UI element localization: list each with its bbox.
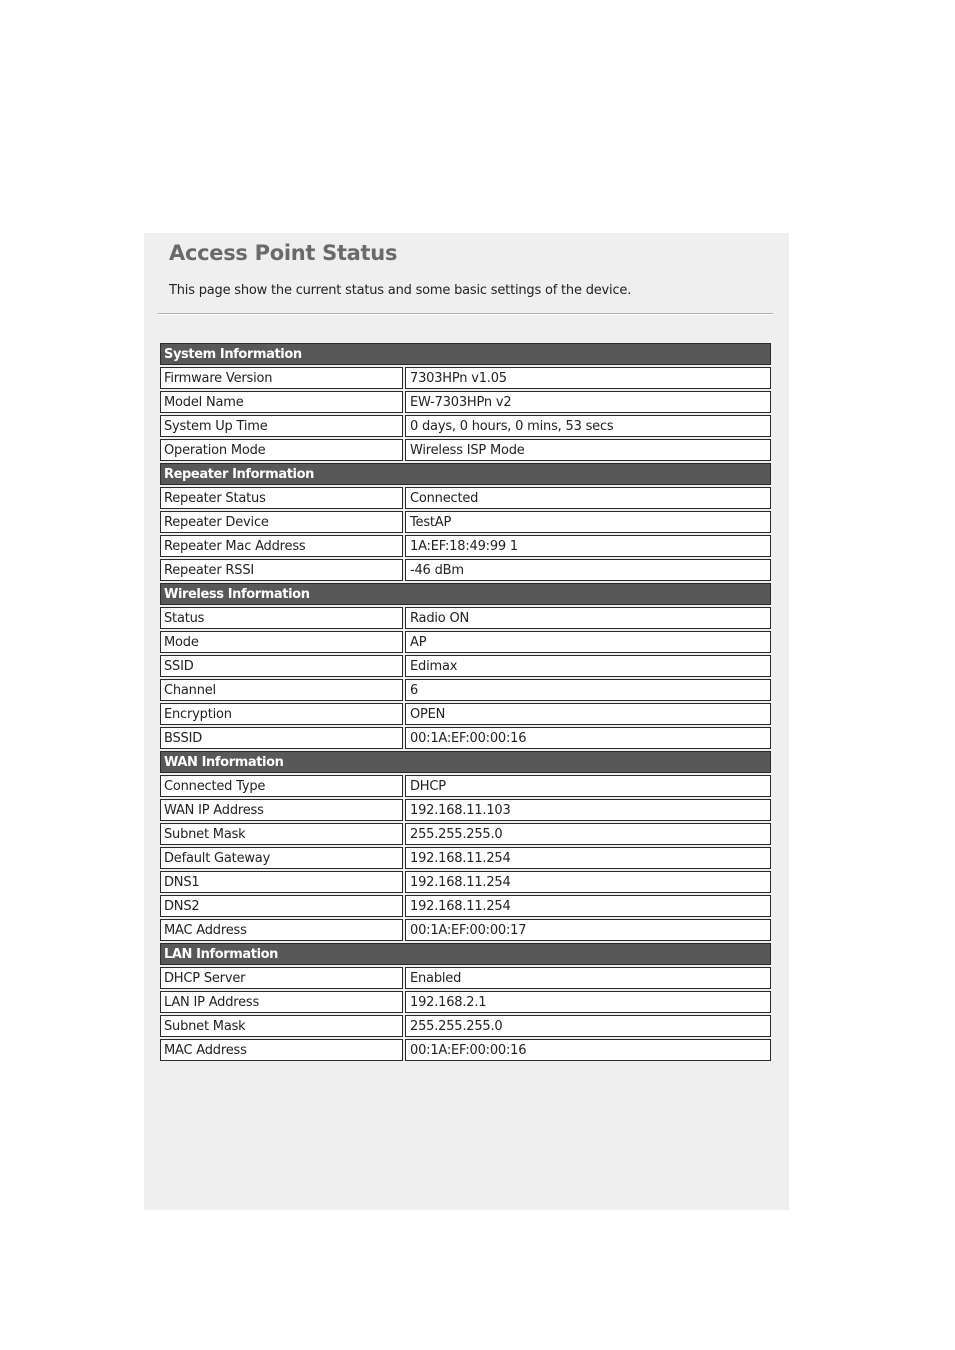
- row-label: Repeater Device: [160, 511, 403, 533]
- row-value: 192.168.11.254: [405, 847, 771, 869]
- table-row: [160, 919, 771, 941]
- row-label: Model Name: [160, 391, 403, 413]
- row-label: Connected Type: [160, 775, 403, 797]
- row-value: 00:1A:EF:00:00:16: [405, 1039, 771, 1061]
- row-label: System Up Time: [160, 415, 403, 437]
- row-value: Edimax: [405, 655, 771, 677]
- table-row: [160, 631, 771, 653]
- row-label: DNS1: [160, 871, 403, 893]
- row-value: DHCP: [405, 775, 771, 797]
- section-header-wireless: [160, 583, 771, 605]
- table-row: [160, 967, 771, 989]
- row-value: Connected: [405, 487, 771, 509]
- row-label: SSID: [160, 655, 403, 677]
- table-row: [160, 847, 771, 869]
- table-row: [160, 391, 771, 413]
- row-value: AP: [405, 631, 771, 653]
- row-label: LAN IP Address: [160, 991, 403, 1013]
- section-title: WAN Information: [160, 751, 771, 773]
- row-label: Repeater RSSI: [160, 559, 403, 581]
- table-row: [160, 655, 771, 677]
- row-value: 00:1A:EF:00:00:17: [405, 919, 771, 941]
- table-row: [160, 991, 771, 1013]
- divider: [158, 313, 773, 315]
- table-row: [160, 871, 771, 893]
- section-title: Wireless Information: [160, 583, 771, 605]
- row-label: DNS2: [160, 895, 403, 917]
- row-label: Default Gateway: [160, 847, 403, 869]
- table-row: [160, 799, 771, 821]
- row-label: Repeater Status: [160, 487, 403, 509]
- table-row: [160, 703, 771, 725]
- section-header-wan: [160, 751, 771, 773]
- table-row: [160, 679, 771, 701]
- row-value: 192.168.11.254: [405, 871, 771, 893]
- table-row: [160, 367, 771, 389]
- row-value: 00:1A:EF:00:00:16: [405, 727, 771, 749]
- row-label: WAN IP Address: [160, 799, 403, 821]
- row-label: MAC Address: [160, 1039, 403, 1061]
- table-row: [160, 775, 771, 797]
- row-label: Subnet Mask: [160, 1015, 403, 1037]
- status-panel: [144, 233, 789, 1210]
- row-label: Repeater Mac Address: [160, 535, 403, 557]
- section-header-repeater: [160, 463, 771, 485]
- row-value: 255.255.255.0: [405, 1015, 771, 1037]
- row-label: Channel: [160, 679, 403, 701]
- table-row: [160, 895, 771, 917]
- table-row: [160, 487, 771, 509]
- table-row: [160, 1015, 771, 1037]
- status-table: [158, 341, 773, 1063]
- table-row: [160, 1039, 771, 1061]
- section-header-lan: [160, 943, 771, 965]
- row-label: BSSID: [160, 727, 403, 749]
- row-label: Status: [160, 607, 403, 629]
- row-value: 255.255.255.0: [405, 823, 771, 845]
- section-title: Repeater Information: [160, 463, 771, 485]
- table-row: [160, 439, 771, 461]
- row-value: 192.168.11.103: [405, 799, 771, 821]
- row-value: 0 days, 0 hours, 0 mins, 53 secs: [405, 415, 771, 437]
- table-row: [160, 727, 771, 749]
- table-row: [160, 607, 771, 629]
- row-value: 192.168.11.254: [405, 895, 771, 917]
- row-value: 1A:EF:18:49:99 1: [405, 535, 771, 557]
- row-value: OPEN: [405, 703, 771, 725]
- row-value: Enabled: [405, 967, 771, 989]
- table-row: [160, 511, 771, 533]
- row-value: Wireless ISP Mode: [405, 439, 771, 461]
- row-label: Operation Mode: [160, 439, 403, 461]
- row-label: Mode: [160, 631, 403, 653]
- row-value: EW-7303HPn v2: [405, 391, 771, 413]
- row-label: Subnet Mask: [160, 823, 403, 845]
- row-label: Firmware Version: [160, 367, 403, 389]
- section-title: LAN Information: [160, 943, 771, 965]
- row-value: 6: [405, 679, 771, 701]
- section-title: System Information: [160, 343, 771, 365]
- table-row: [160, 535, 771, 557]
- row-label: DHCP Server: [160, 967, 403, 989]
- section-header-system: [160, 343, 771, 365]
- page-description: This page show the current status and some basic settings of the device.: [169, 283, 632, 298]
- table-row: [160, 823, 771, 845]
- row-label: MAC Address: [160, 919, 403, 941]
- row-value: 192.168.2.1: [405, 991, 771, 1013]
- row-value: -46 dBm: [405, 559, 771, 581]
- row-label: Encryption: [160, 703, 403, 725]
- page-title: Access Point Status: [169, 241, 398, 265]
- row-value: Radio ON: [405, 607, 771, 629]
- row-value: 7303HPn v1.05: [405, 367, 771, 389]
- table-row: [160, 559, 771, 581]
- row-value: TestAP: [405, 511, 771, 533]
- table-row: [160, 415, 771, 437]
